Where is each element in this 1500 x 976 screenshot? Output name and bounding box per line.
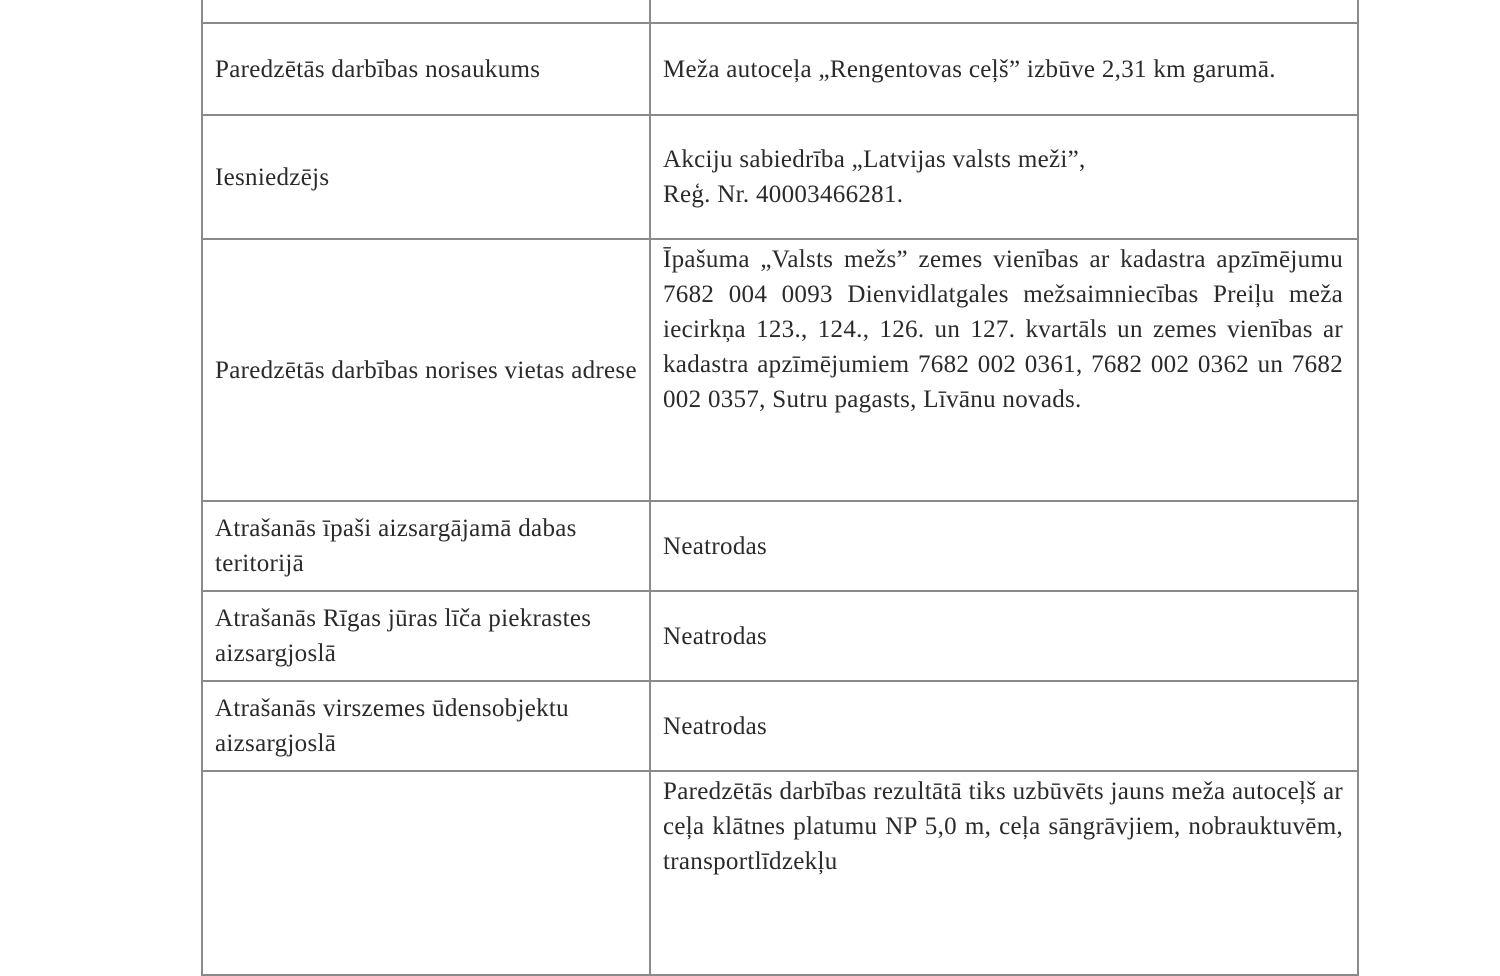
row-label: Atrašanās īpaši aizsargājamā dabas teritorijā	[202, 501, 650, 591]
row-value: Neatrodas	[650, 501, 1358, 591]
table-row-coastal-zone	[202, 591, 1358, 681]
row-value: Paredzētās darbības rezultātā tiks uzbūvēts jauns meža autoceļš ar ceļa klātnes platumu NP 5,0 m, ceļa sāngrāvjiem, nobrauktuvēm, transportlīdzekļu	[650, 771, 1358, 975]
table-row-water-protection-zone	[202, 681, 1358, 771]
applicant-reg-number: Reģ. Nr. 40003466281.	[663, 181, 904, 208]
row-label: Atrašanās virszemes ūdensobjektu aizsargjoslā	[202, 681, 650, 771]
table-row-applicant	[202, 115, 1358, 239]
row-value: Neatrodas	[650, 591, 1358, 681]
row-label: Paredzētās darbības norises vietas adrese	[202, 239, 650, 501]
row-value	[650, 115, 1358, 239]
info-table	[201, 0, 1359, 976]
row-label	[202, 771, 650, 975]
row-value: Īpašuma „Valsts mežs” zemes vienības ar kadastra apzīmējumu 7682 004 0093 Dienvidlatgales mežsaimniecības Preiļu meža iecirkņa 123., 124., 126. un 127. kvartāls un zemes vienības ar kadastra apzīmējumiem 7682 002 0361, 7682 002 0362 un 7682 002 0357, Sutru pagasts, Līvānu novads.	[650, 239, 1358, 501]
row-value	[650, 0, 1358, 23]
row-label: Paredzētās darbības nosaukums	[202, 23, 650, 115]
row-label	[202, 0, 650, 23]
table-row-activity-name	[202, 23, 1358, 115]
row-value: Neatrodas	[650, 681, 1358, 771]
table-row-activity-description	[202, 771, 1358, 975]
row-label: Atrašanās Rīgas jūras līča piekrastes aizsargjoslā	[202, 591, 650, 681]
table-row-submission-date	[202, 0, 1358, 23]
table-row-location-address	[202, 239, 1358, 501]
row-label: Iesniedzējs	[202, 115, 650, 239]
row-value: Meža autoceļa „Rengentovas ceļš” izbūve 2,31 km garumā.	[650, 23, 1358, 115]
applicant-name: Akciju sabiedrība „Latvijas valsts meži”,	[663, 146, 1086, 173]
table-row-protected-area	[202, 501, 1358, 591]
